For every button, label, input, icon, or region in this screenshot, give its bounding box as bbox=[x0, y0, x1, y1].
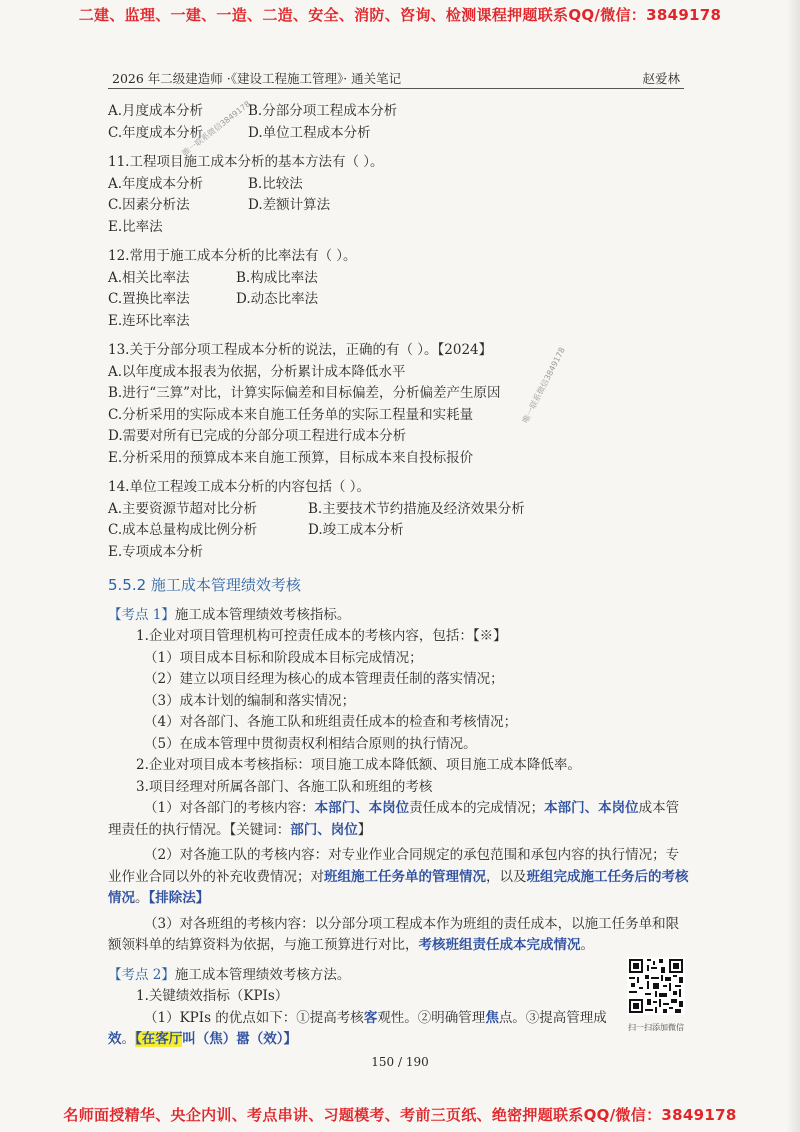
paragraph: 3.项目经理对所属各部门、各施工队和班组的考核 bbox=[136, 778, 433, 795]
option: A.主要资源节超对比分析 bbox=[108, 500, 258, 517]
option-row bbox=[108, 268, 690, 290]
list-item: （4）对各部门、各施工队和班组责任成本的检查和考核情况； bbox=[144, 714, 518, 730]
option-row bbox=[108, 289, 690, 311]
key-point-label: 【考点 1】 bbox=[108, 606, 175, 623]
list-item: （3）成本计划的编制和落实情况； bbox=[144, 692, 356, 709]
option: B.主要技术节约措施及经济效果分析 bbox=[308, 500, 525, 517]
question-stem: 14.单位工程竣工成本分析的内容包括（ ）。 bbox=[108, 479, 371, 495]
option: C.置换比率法 bbox=[108, 291, 190, 307]
option: E.专项成本分析 bbox=[108, 543, 204, 560]
option: B.比较法 bbox=[248, 175, 303, 192]
paragraph: （2）对各施工队的考核内容：对专业作业合同规定的承包范围和承包内容的执行情况；专业作业合同以外的补充收费情况；对班组施工任务单的管理情况，以及班组完成施工任务后的考核情况。【排除法】 bbox=[108, 847, 689, 906]
qr-code-icon bbox=[627, 957, 685, 1015]
paragraph: （3）对各班组的考核内容：以分部分项工程成本作为班组的责任成本，以施工任务单和限额领料单的结算资料为依据，与施工预算进行对比，考核班组责任成本完成情况。 bbox=[108, 915, 680, 953]
option: C.成本总量构成比例分析 bbox=[108, 522, 258, 538]
option: A.年度成本分析 bbox=[108, 175, 204, 192]
option: D.单位工程成本分析 bbox=[248, 124, 371, 141]
paragraph: 2.企业对项目成本考核指标：项目施工成本降低额、项目施工成本降低率。 bbox=[136, 757, 581, 773]
list-item: （5）在成本管理中贯彻责权利相结合原则的执行情况。 bbox=[144, 735, 477, 752]
option-row bbox=[108, 123, 690, 145]
page-header bbox=[108, 66, 684, 89]
list-item: （2）建立以项目经理为核心的成本管理责任制的落实情况； bbox=[144, 671, 504, 687]
top-contact-banner: 二建、监理、一建、一造、二造、安全、消防、咨询、检测课程押题联系QQ/微信：3849178 bbox=[78, 6, 722, 24]
option: C.年度成本分析 bbox=[108, 124, 204, 141]
option-row bbox=[108, 195, 690, 217]
option: D.动态比率法 bbox=[236, 291, 319, 307]
option-row bbox=[108, 101, 690, 123]
question-stem: 13.关于分部分项工程成本分析的说法，正确的有（ ）。【2024】 bbox=[108, 342, 493, 358]
list-item: （1）项目成本目标和阶段成本目标完成情况； bbox=[144, 649, 423, 666]
key-point-title: 施工成本管理绩效考核方法。 bbox=[174, 966, 351, 983]
page-content bbox=[108, 101, 690, 1051]
option-row bbox=[108, 174, 690, 196]
option-row bbox=[108, 499, 690, 521]
author-name: 赵爱林 bbox=[642, 71, 680, 86]
page-number: 150 / 190 bbox=[371, 1055, 429, 1069]
qr-caption: 扫一扫添加微信 bbox=[628, 1023, 684, 1032]
question-stem: 11.工程项目施工成本分析的基本方法有（ ）。 bbox=[108, 154, 384, 170]
option: A.以年度成本报表为依据，分析累计成本降低水平 bbox=[108, 363, 406, 380]
watermark-stamp: 唯一联系微信3849178 bbox=[520, 345, 567, 425]
option: C.因素分析法 bbox=[108, 197, 190, 213]
paragraph: （1）KPIs 的优点如下：①提高考核客观性。②明确管理焦点。③提高管理成效。【在客厅叫（焦）嚣（效）】 bbox=[108, 1009, 607, 1047]
option: E.比率法 bbox=[108, 218, 163, 235]
bottom-contact-banner: 名师面授精华、央企内训、考点串讲、习题模考、考前三页纸、绝密押题联系QQ/微信：3849178 bbox=[63, 1106, 737, 1124]
option: B.分部分项工程成本分析 bbox=[248, 103, 398, 119]
paragraph: （1）对各部门的考核内容：本部门、本岗位责任成本的完成情况；本部门、本岗位成本管理责任的执行情况。【关键词：部门、岗位】 bbox=[108, 800, 680, 838]
scan-edge-shadow bbox=[786, 0, 800, 1132]
book-title: 2026 年二级建造师 ·《建设工程施工管理》· 通关笔记 bbox=[112, 71, 402, 86]
option-row bbox=[108, 520, 690, 542]
option: D.需要对所有已完成的分部分项工程进行成本分析 bbox=[108, 428, 407, 444]
key-point-title: 施工成本管理绩效考核指标。 bbox=[174, 606, 351, 623]
paragraph: 1.企业对项目管理机构可控责任成本的考核内容，包括：【※】 bbox=[136, 628, 507, 644]
section-heading: 5.5.2 施工成本管理绩效考核 bbox=[108, 576, 301, 594]
key-point-label: 【考点 2】 bbox=[108, 966, 175, 983]
option: B.构成比率法 bbox=[236, 269, 318, 286]
watermark-stamp: 唯一联系微信3849178 bbox=[180, 99, 253, 158]
option: C.分析采用的实际成本来自施工任务单的实际工程量和实耗量 bbox=[108, 406, 474, 423]
option: D.竣工成本分析 bbox=[308, 522, 404, 538]
option: B.进行“三算”对比，计算实际偏差和目标偏差，分析偏差产生原因 bbox=[108, 385, 501, 401]
key-point-heading bbox=[108, 965, 690, 987]
option: E.分析采用的预算成本来自施工预算，目标成本来自投标报价 bbox=[108, 449, 474, 466]
option: A.相关比率法 bbox=[108, 269, 190, 286]
paragraph: 1.关键绩效指标（KPIs） bbox=[136, 988, 289, 1004]
question-stem: 12.常用于施工成本分析的比率法有（ ）。 bbox=[108, 248, 357, 264]
option: E.连环比率法 bbox=[108, 312, 190, 329]
option: D.差额计算法 bbox=[248, 197, 331, 213]
option: A.月度成本分析 bbox=[108, 103, 204, 119]
key-point-heading bbox=[108, 605, 690, 627]
